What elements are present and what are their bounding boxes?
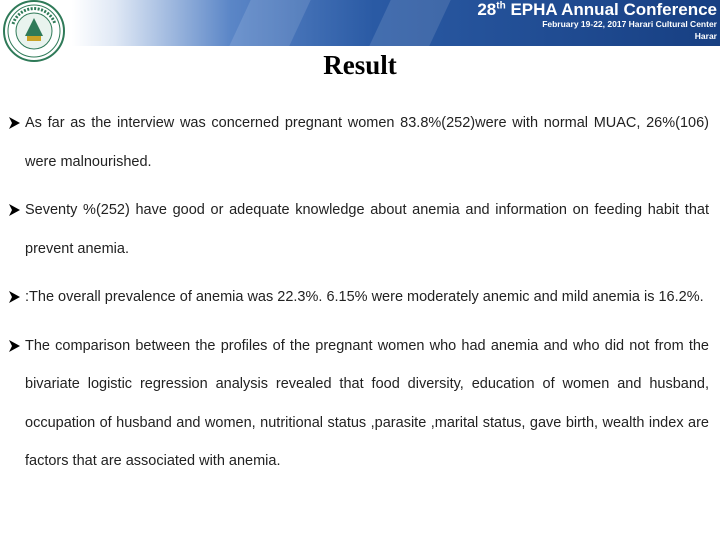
arrow-bullet-icon [8,278,22,316]
bullet-item [8,278,709,317]
slide-title: Result [323,50,397,80]
banner-stripe [369,0,450,46]
bullet-text: :The overall prevalence of anemia was 22.3%. 6.15% were moderately anemic and mild anemia is 16.2%. [25,289,704,305]
result-bullet-list [8,104,709,481]
bullet-text: The comparison between the profiles of the pregnant women who had anemia and who did not from the bivariate logistic regression analysis revealed that food diversity, education of women and husband, occupation of husband and women, nutritional status ,parasite ,marital status, gave birth, wealth index are factors that are associated with anemia. [25,337,709,469]
bullet-text: As far as the interview was concerned pregnant women 83.8%(252)were with normal MUAC, 26%(106) were malnourished. [25,115,709,170]
conference-title: 28th EPHA Annual Conference [477,0,717,19]
conference-dates-venue: February 19-22, 2017 Harari Cultural Center [542,19,717,29]
conference-banner [0,0,720,46]
banner-stripe [229,0,310,46]
arrow-bullet-icon [8,327,22,365]
bullet-text: Seventy %(252) have good or adequate knowledge about anemia and information on feeding habit that prevent anemia. [25,202,709,257]
conference-location: Harar [694,31,717,41]
bullet-item [8,104,709,181]
bullet-item [8,327,709,481]
arrow-bullet-icon [8,191,22,229]
bullet-item [8,191,709,268]
arrow-bullet-icon [8,104,22,142]
